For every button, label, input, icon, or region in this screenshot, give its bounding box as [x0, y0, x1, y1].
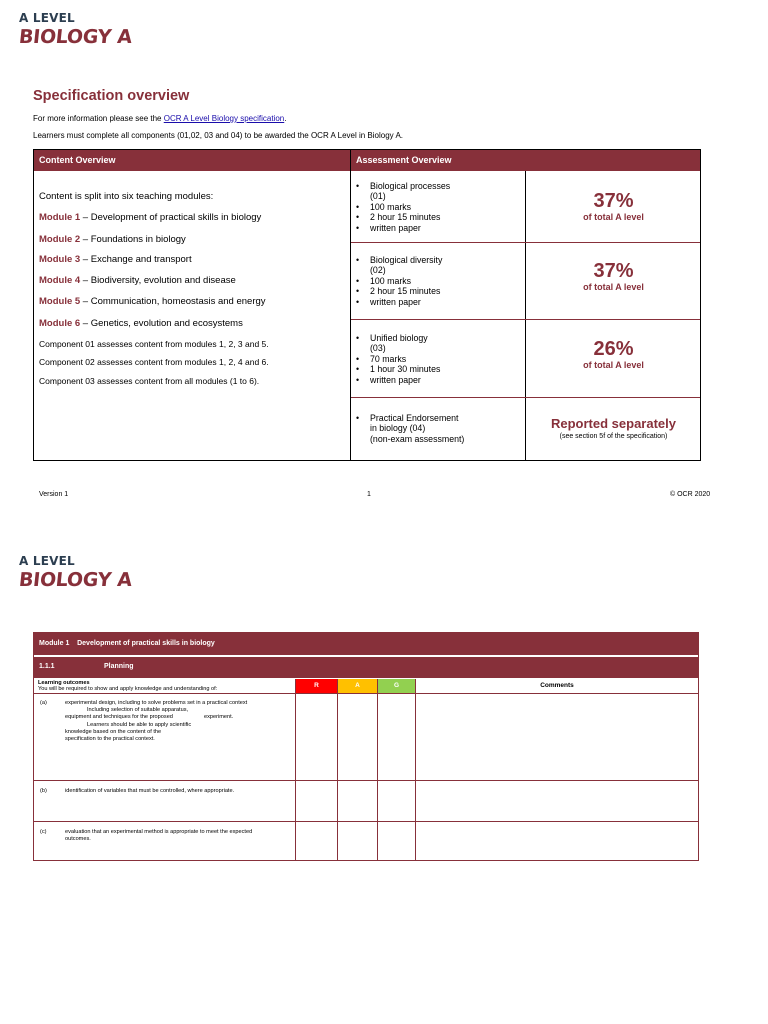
module1-checklist-table: [33, 632, 699, 861]
module-item: Module 3 – Exchange and transport: [39, 254, 192, 265]
outcome-text: experimental design, including to solve problems set in a practical context Including selection of suitable apparatus, equipment and techniques for the proposed experiment. Learners should be able to apply scientific knowledge based on the content of the specification to the practical context.: [65, 700, 248, 743]
outcome-text: evaluation that an experimental method is appropriate to meet the expected outcomes.: [65, 829, 253, 843]
comments-cell[interactable]: [416, 822, 698, 860]
component-note: Component 03 assesses content from all modules (1 to 6).: [39, 376, 260, 386]
comments-cell[interactable]: [416, 694, 698, 780]
assessment-component-01: • Biological processes (01) • 100 marks • 2 hour 15 minutes • written paper: [352, 181, 525, 233]
logo-main: BIOLOGY A: [17, 569, 133, 591]
rag-amber-cell[interactable]: [338, 822, 377, 860]
spec-overview-table: [33, 149, 701, 461]
rag-amber-cell[interactable]: [338, 781, 377, 821]
logo-sub: A LEVEL: [19, 11, 75, 25]
module-item: Module 1 – Development of practical skills in biology: [39, 212, 262, 223]
rag-red-cell[interactable]: [296, 781, 337, 821]
rag-red-cell[interactable]: [296, 822, 337, 860]
learning-outcomes-heading: Learning outcomes You will be required to show and apply knowledge and understanding of:: [38, 680, 218, 693]
rag-amber-cell[interactable]: [338, 694, 377, 780]
outcome-letter: (a): [40, 700, 47, 706]
assessment-overview-header: Assessment Overview: [351, 150, 700, 171]
spec-link[interactable]: OCR A Level Biology specification: [163, 114, 285, 123]
assessment-component-03: • Unified biology (03) • 70 marks • 1 hour 30 minutes • written paper: [352, 333, 525, 385]
rag-green-cell[interactable]: [378, 822, 415, 860]
footer-page-number: 1: [367, 491, 371, 498]
topic-bar: [34, 657, 698, 678]
page-title: Specification overview: [33, 88, 190, 104]
module-item: Module 4 – Biodiversity, evolution and disease: [39, 275, 236, 286]
endorsement-weighting: Reported separately (see section 5f of the specification): [551, 416, 676, 440]
weighting-03: 26% of total A level: [583, 338, 644, 370]
weighting-02: 37% of total A level: [583, 260, 644, 292]
rag-red-cell[interactable]: [296, 694, 337, 780]
module-bar: Module 1 Development of practical skills in biology: [34, 633, 698, 655]
comments-cell[interactable]: [416, 781, 698, 821]
outcome-letter: (b): [40, 788, 47, 794]
learners-line: Learners must complete all components (01,02, 03 and 04) to be awarded the OCR A Level in Biology A.: [33, 131, 403, 140]
outcome-letter: (c): [40, 829, 47, 835]
rag-green-header: G: [378, 679, 415, 693]
logo: [19, 554, 132, 592]
logo-main: BIOLOGY A: [17, 26, 133, 48]
comments-header: Comments: [540, 682, 574, 689]
logo: [19, 11, 132, 49]
footer-copyright: © OCR 2020: [670, 491, 711, 498]
footer-version: Version 1: [39, 491, 69, 498]
outcome-text: identification of variables that must be controlled, where appropriate.: [65, 788, 235, 794]
assessment-component-04: • Practical Endorsement in biology (04) (non-exam assessment): [352, 413, 525, 444]
rag-amber-header: A: [338, 679, 377, 693]
topic-number: 1.1.1: [39, 663, 55, 670]
rag-red-header: R: [296, 679, 337, 693]
rag-green-cell[interactable]: [378, 781, 415, 821]
topic-title: Planning: [104, 663, 134, 670]
info-line: For more information please see the OCR A Level Biology specification.: [33, 114, 287, 123]
rag-green-cell[interactable]: [378, 694, 415, 780]
content-overview-header: Content Overview: [34, 150, 350, 171]
logo-sub: A LEVEL: [19, 554, 75, 568]
module-item: Module 5 – Communication, homeostasis and energy: [39, 296, 266, 307]
modules-intro: Content is split into six teaching modules:: [39, 191, 214, 202]
module-item: Module 6 – Genetics, evolution and ecosystems: [39, 318, 243, 329]
module-item: Module 2 – Foundations in biology: [39, 234, 186, 245]
component-note: Component 02 assesses content from modules 1, 2, 4 and 6.: [39, 357, 269, 367]
assessment-component-02: • Biological diversity (02) • 100 marks • 2 hour 15 minutes • written paper: [352, 255, 525, 307]
component-note: Component 01 assesses content from modules 1, 2, 3 and 5.: [39, 339, 269, 349]
weighting-01: 37% of total A level: [583, 190, 644, 222]
